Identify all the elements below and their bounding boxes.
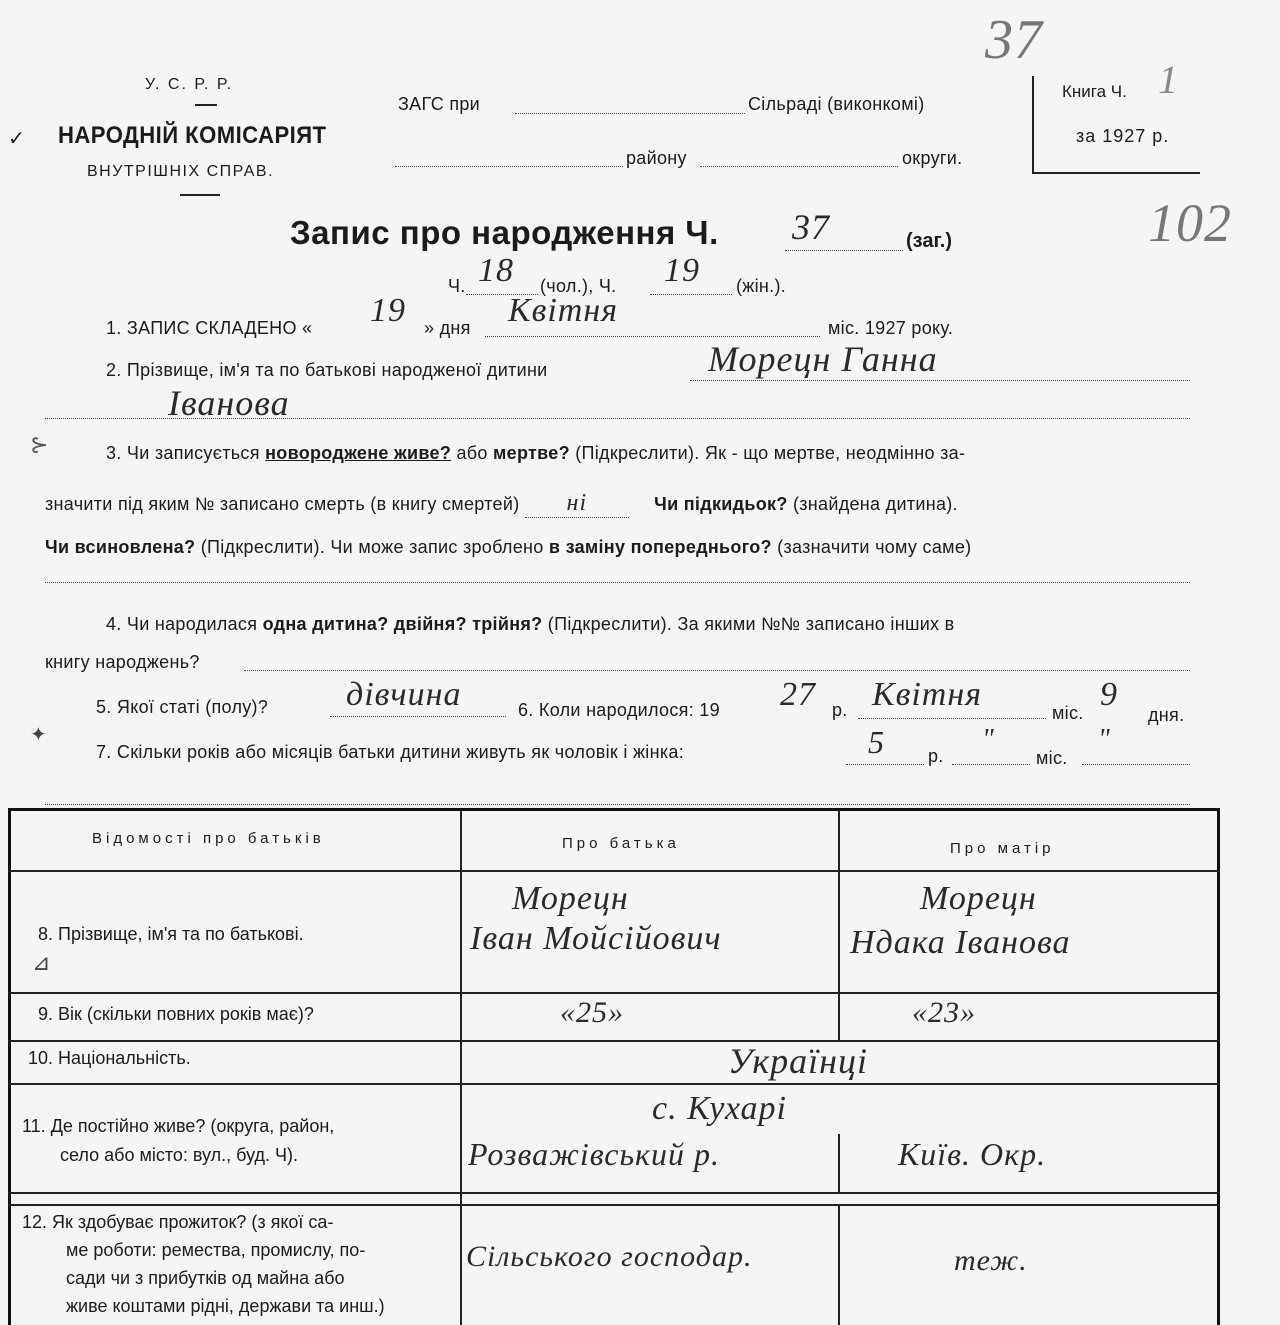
internal-affairs: ВНУТРІШНІХ СПРАВ. bbox=[87, 163, 275, 180]
row8-label: 8. Прізвище, ім'я та по батькові. bbox=[38, 924, 304, 944]
row-line bbox=[8, 1204, 1220, 1206]
item3-blank-line bbox=[45, 582, 1190, 583]
zags-field[interactable] bbox=[515, 113, 745, 114]
row12-label-line2: ме роботи: ремества, промислу, по- bbox=[66, 1240, 366, 1260]
death-record-value: ні bbox=[525, 490, 629, 518]
okrug-label: округи. bbox=[902, 148, 963, 168]
zags-suffix: Сільраді (виконкомі) bbox=[748, 94, 925, 114]
row11-label-line2: село або місто: вул., буд. Ч). bbox=[60, 1145, 298, 1165]
table-right-border bbox=[1217, 808, 1220, 1325]
item6-label: 6. Коли народилося: 19 bbox=[518, 700, 720, 720]
col-header-mother: Про матір bbox=[950, 840, 1055, 857]
father-age: «25» bbox=[560, 996, 624, 1029]
row-line bbox=[8, 992, 1220, 994]
row12-label-line1: 12. Як здобуває прожиток? (з якої са- bbox=[22, 1212, 334, 1232]
item7-end-line bbox=[1082, 764, 1190, 765]
row9-label: 9. Вік (скільки повних років має)? bbox=[38, 1004, 314, 1024]
mother-given-names: Ндака Іванова bbox=[850, 924, 1071, 961]
month-suffix: міс. bbox=[1052, 703, 1084, 723]
col-header-father: Про батька bbox=[562, 835, 680, 852]
margin-mark-icon: ✦ bbox=[30, 724, 47, 746]
item3-line3: Чи всиновлена? (Підкреслити). Чи може запис зроблено в заміну попереднього? (зазначити чому саме) bbox=[45, 537, 972, 557]
female-label: (жін.). bbox=[736, 276, 787, 296]
child-name-line2: Іванова bbox=[168, 383, 290, 423]
female-line bbox=[650, 294, 732, 295]
row12-label-line3: сади чи з прибутків од майна або bbox=[66, 1268, 345, 1288]
item1-label: 1. ЗАПИС СКЛАДЕНО « bbox=[106, 318, 313, 338]
item1-day-suffix: » дня bbox=[424, 318, 471, 338]
sex-value: дівчина bbox=[346, 676, 462, 713]
item1-month: Квітня bbox=[508, 292, 619, 329]
item5-label: 5. Якої статі (полу)? bbox=[96, 697, 269, 717]
corner-number: 37 bbox=[985, 9, 1043, 71]
record-number: 37 bbox=[792, 207, 830, 247]
option-dead[interactable]: мертве? bbox=[493, 443, 570, 463]
book-year: за 1927 р. bbox=[1076, 126, 1170, 146]
marriage-months-value: " bbox=[982, 724, 995, 755]
nationality-value: Українці bbox=[728, 1041, 869, 1081]
father-residence: Розважівський р. bbox=[468, 1136, 720, 1172]
item1-year: міс. 1927 року. bbox=[828, 318, 954, 338]
margin-number: 102 bbox=[1148, 193, 1232, 253]
option-foundling[interactable]: Чи підкидьок? bbox=[654, 494, 788, 514]
years-suffix: р. bbox=[928, 746, 944, 766]
col-header-info: Відомості про батьків bbox=[92, 830, 325, 847]
option-replace[interactable]: в заміну попереднього? bbox=[548, 537, 772, 557]
col-divider-2b bbox=[838, 1134, 840, 1192]
row-line bbox=[8, 1083, 1220, 1085]
option-alive[interactable]: новороджене живе? bbox=[265, 443, 452, 463]
item4-line2: книгу народжень? bbox=[45, 652, 200, 672]
ussr-header: У. С. Р. Р. bbox=[145, 76, 234, 93]
row-line bbox=[8, 1192, 1220, 1194]
row-line bbox=[8, 1040, 1220, 1042]
male-label: (чол.), Ч. bbox=[540, 276, 617, 296]
raion-label: району bbox=[626, 148, 687, 168]
record-number-line bbox=[785, 250, 903, 251]
father-given-names: Іван Мойсійович bbox=[470, 920, 722, 957]
months-suffix: міс. bbox=[1036, 748, 1068, 768]
okrug-field[interactable] bbox=[700, 166, 898, 167]
book-box-bottom bbox=[1032, 172, 1200, 174]
col-divider-1 bbox=[460, 810, 462, 1040]
record-title: Запис про народження Ч. bbox=[290, 214, 719, 251]
row10-label: 10. Національність. bbox=[28, 1048, 191, 1068]
row12-label-line4: живе коштами рідні, держави та инш.) bbox=[66, 1296, 385, 1316]
mother-age: «23» bbox=[912, 996, 976, 1029]
divider bbox=[180, 194, 220, 196]
child-name-line1: Морецн Ганна bbox=[708, 339, 938, 379]
zags-prefix: ЗАГС при bbox=[398, 94, 481, 114]
total-label: (заг.) bbox=[906, 230, 953, 252]
margin-mark-icon: ⊿ bbox=[32, 950, 51, 975]
birth-year-value: 27 bbox=[780, 676, 816, 713]
item4-line1: 4. Чи народилася одна дитина? двійня? трійня? (Підкреслити). За якими №№ записано інших в bbox=[106, 614, 955, 634]
margin-mark-icon: ⊱ bbox=[30, 432, 49, 457]
commissariat-title: НАРОДНІЙ КОМІСАРІЯТ bbox=[58, 122, 327, 149]
male-count: 18 bbox=[478, 252, 514, 289]
birth-day-value: 9 bbox=[1100, 676, 1118, 713]
sex-line bbox=[330, 716, 506, 717]
marriage-months-line bbox=[952, 764, 1030, 765]
marriage-years-line bbox=[846, 764, 924, 765]
item1-month-line bbox=[485, 336, 820, 337]
divider bbox=[195, 104, 217, 106]
book-label: Книга Ч. bbox=[1062, 82, 1127, 101]
item7-blank-line bbox=[45, 804, 1190, 805]
item2-label: 2. Прізвище, ім'я та по батькові народженої дитини bbox=[106, 360, 548, 380]
item1-day: 19 bbox=[370, 292, 406, 329]
raion-field[interactable] bbox=[395, 166, 623, 167]
birth-month-line bbox=[858, 718, 1046, 719]
book-box-left bbox=[1032, 76, 1034, 174]
year-suffix: р. bbox=[832, 700, 848, 720]
margin-mark-icon: ✓ bbox=[8, 128, 25, 150]
mother-residence: Київ. Окр. bbox=[898, 1136, 1047, 1172]
item2-line2 bbox=[45, 418, 1190, 419]
ch-label: Ч. bbox=[448, 276, 466, 296]
day-suffix: дня. bbox=[1148, 705, 1185, 725]
residence-village: с. Кухарі bbox=[652, 1090, 787, 1127]
female-count: 19 bbox=[664, 252, 700, 289]
table-top-border bbox=[8, 808, 1220, 811]
marriage-years-value: 5 bbox=[868, 724, 885, 760]
item3-line2: значити під яким № записано смерть (в книгу смертей) ні Чи підкидьок? (знайдена дитина). bbox=[45, 490, 958, 516]
book-number: 1 bbox=[1158, 57, 1179, 102]
birth-month-value: Квітня bbox=[872, 676, 983, 713]
option-birth-count[interactable]: одна дитина? двійня? трійня? bbox=[262, 614, 543, 634]
father-occupation: Сільського господар. bbox=[466, 1240, 753, 1273]
table-left-border bbox=[8, 808, 11, 1325]
option-adopted[interactable]: Чи всиновлена? bbox=[45, 537, 196, 557]
col-divider-2 bbox=[838, 810, 840, 1040]
item4-field[interactable] bbox=[244, 670, 1190, 671]
col-divider-2c bbox=[838, 1206, 840, 1325]
mother-surname: Морецн bbox=[920, 880, 1037, 917]
item7-label: 7. Скільки років або місяців батьки дитини живуть як чоловік і жінка: bbox=[96, 742, 685, 762]
item3-line1: 3. Чи записується новороджене живе? або мертве? (Підкреслити). Як - що мертве, неодмінно за- bbox=[106, 443, 966, 463]
item2-line1 bbox=[690, 380, 1190, 381]
item7-end-value: " bbox=[1098, 724, 1111, 755]
father-surname: Морецн bbox=[512, 880, 629, 917]
row-line bbox=[8, 870, 1220, 872]
mother-occupation: теж. bbox=[954, 1244, 1028, 1277]
row11-label-line1: 11. Де постійно живе? (округа, район, bbox=[22, 1116, 335, 1136]
